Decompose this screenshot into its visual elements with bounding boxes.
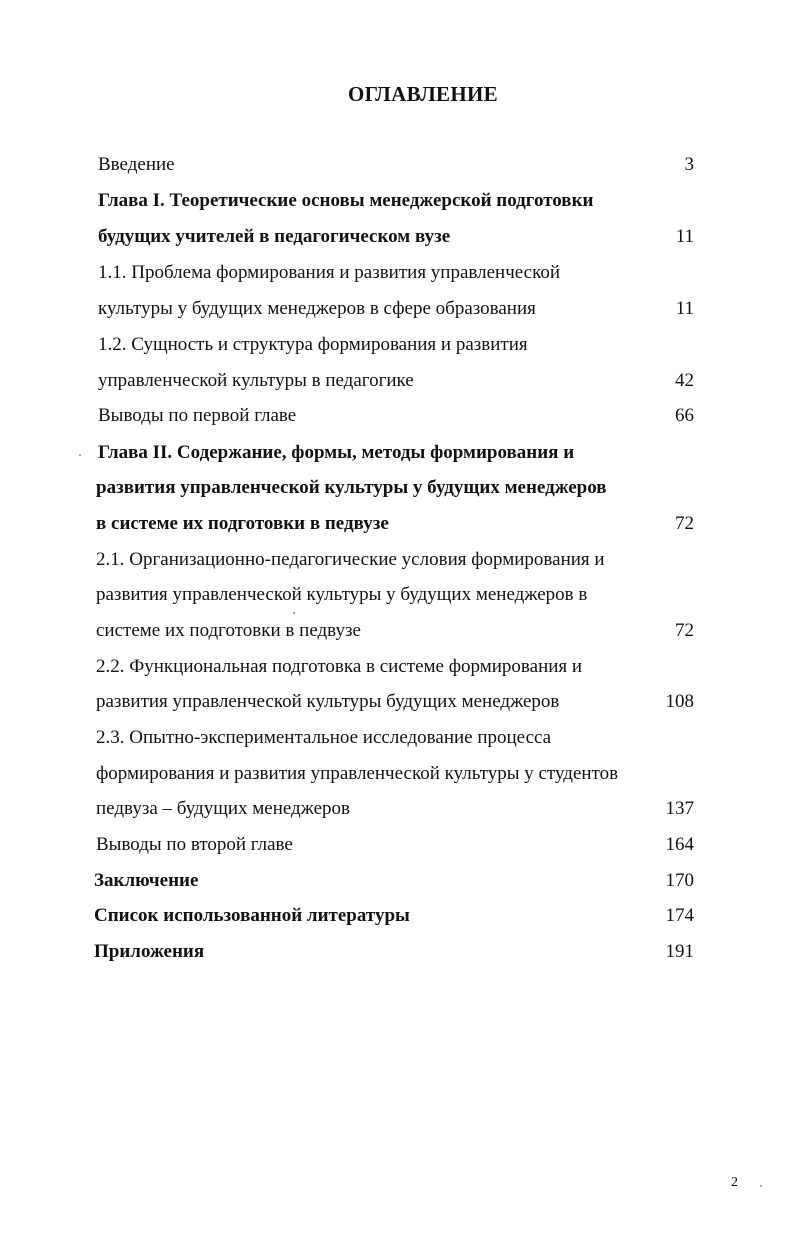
toc-page-number: 174	[665, 905, 694, 926]
toc-section-2-3-cont: формирования и развития управленческой культуры у студентов	[96, 763, 619, 784]
toc-conclusions-chapter-2: Выводы по второй главе	[96, 834, 293, 855]
scan-speck	[79, 454, 81, 456]
toc-entry-introduction: Введение	[98, 154, 175, 175]
scan-speck	[293, 612, 295, 614]
toc-page-number: 3	[684, 154, 694, 175]
toc-section-2-3-cont: педвуза – будущих менеджеров	[96, 798, 350, 819]
toc-section-2-2: 2.2. Функциональная подготовка в системе формирования и	[96, 656, 583, 677]
toc-conclusions-chapter-1: Выводы по первой главе	[98, 405, 297, 426]
toc-page-number: 108	[665, 691, 694, 712]
toc-chapter-2-title: Глава II. Содержание, формы, методы формирования и	[98, 442, 575, 463]
toc-page-number: 11	[675, 298, 694, 319]
toc-section-1-2: 1.2. Сущность и структура формирования и развития	[98, 334, 528, 355]
toc-page-number: 191	[665, 941, 694, 962]
toc-chapter-1-title: Глава I. Теоретические основы менеджерской подготовки	[98, 190, 594, 211]
toc-page-number: 66	[675, 405, 694, 426]
toc-section-1-1-cont: культуры у будущих менеджеров в сфере образования	[98, 298, 536, 319]
page-number: 2	[731, 1175, 738, 1190]
toc-page-number: 42	[675, 370, 694, 391]
toc-section-1-2-cont: управленческой культуры в педагогике	[98, 370, 414, 391]
toc-conclusion: Заключение	[94, 870, 199, 891]
toc-chapter-2-title-cont: в системе их подготовки в педвузе	[96, 513, 389, 534]
toc-appendices: Приложения	[94, 941, 205, 962]
scan-speck	[760, 1185, 762, 1187]
toc-section-1-1: 1.1. Проблема формирования и развития управленческой	[98, 262, 561, 283]
toc-bibliography: Список использованной литературы	[94, 905, 410, 926]
toc-chapter-1-title-cont: будущих учителей в педагогическом вузе	[98, 226, 451, 247]
toc-page-number: 170	[665, 870, 694, 891]
toc-section-2-2-cont: развития управленческой культуры будущих менеджеров	[96, 691, 560, 712]
page-title: ОГЛАВЛЕНИЕ	[348, 82, 498, 106]
toc-page-number: 72	[675, 620, 694, 641]
toc-section-2-1-cont: развития управленческой культуры у будущих менеджеров в	[96, 584, 588, 605]
toc-page-number: 164	[665, 834, 694, 855]
toc-page-number: 137	[665, 798, 694, 819]
toc-section-2-1-cont: системе их подготовки в педвузе	[96, 620, 361, 641]
toc-section-2-3: 2.3. Опытно-экспериментальное исследование процесса	[96, 727, 552, 748]
toc-chapter-2-title-cont: развития управленческой культуры у будущих менеджеров	[96, 477, 607, 498]
toc-page-number: 11	[675, 226, 694, 247]
toc-page-number: 72	[675, 513, 694, 534]
toc-section-2-1: 2.1. Организационно-педагогические условия формирования и	[96, 549, 605, 570]
